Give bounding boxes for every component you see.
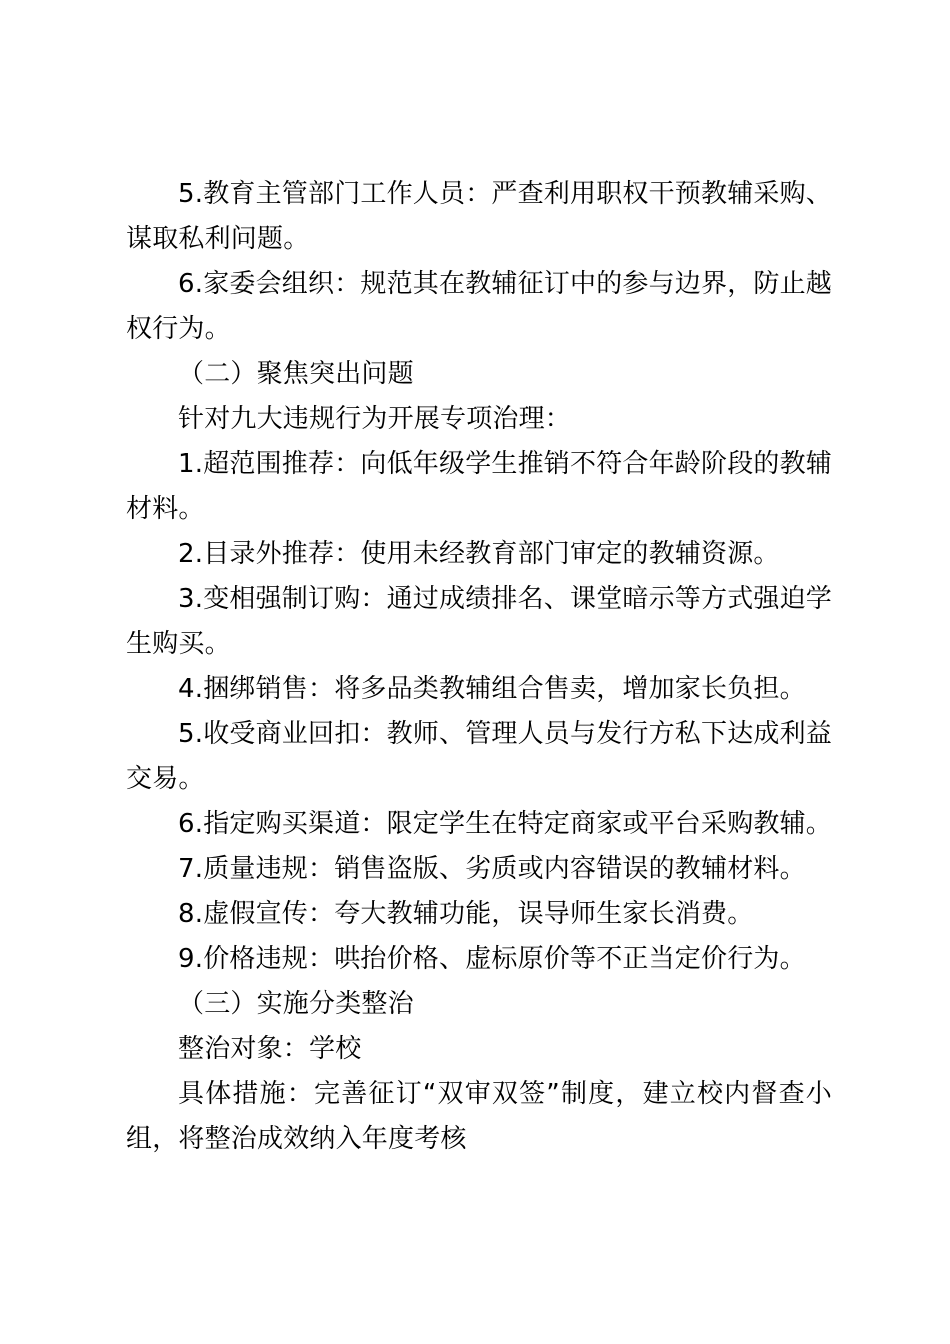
list-item-violation-8: 8.虚假宣传：夸大教辅功能，误导师生家长消费。 (178, 899, 754, 929)
document-body (126, 172, 832, 1162)
list-item-violation-4: 4.捆绑销售：将多品类教辅组合售卖，增加家长负担。 (178, 674, 806, 704)
list-item-violation-6: 6.指定购买渠道：限定学生在特定商家或平台采购教辅。 (178, 809, 833, 839)
list-item-violation-7: 7.质量违规：销售盗版、劣质或内容错误的教辅材料。 (178, 854, 806, 884)
section-heading-classified-rectification: （三）实施分类整治 (178, 989, 414, 1019)
section-heading-focus-issues: （二）聚焦突出问题 (178, 359, 414, 389)
list-item-violation-3: 3.变相强制订购：通过成绩排名、课堂暗示等方式强迫学生购买。 (126, 584, 833, 659)
paragraph-parent-committee: 6.家委会组织：规范其在教辅征订中的参与边界，防止越权行为。 (126, 269, 833, 344)
list-item-violation-5: 5.收受商业回扣：教师、管理人员与发行方私下达成利益交易。 (126, 719, 833, 794)
list-item-violation-9: 9.价格违规：哄抬价格、虚标原价等不正当定价行为。 (178, 944, 806, 974)
paragraph-nine-violations-intro: 针对九大违规行为开展专项治理： (178, 404, 572, 434)
list-item-violation-2: 2.目录外推荐：使用未经教育部门审定的教辅资源。 (178, 539, 780, 569)
paragraph-education-staff: 5.教育主管部门工作人员：严查利用职权干预教辅采购、谋取私利问题。 (126, 179, 833, 254)
paragraph-specific-measures: 具体措施：完善征订“双审双签”制度，建立校内督查小组，将整治成效纳入年度考核 (126, 1079, 832, 1154)
list-item-violation-1: 1.超范围推荐：向低年级学生推销不符合年龄阶段的教辅材料。 (126, 449, 833, 524)
paragraph-rectification-target: 整治对象：学校 (178, 1034, 362, 1064)
